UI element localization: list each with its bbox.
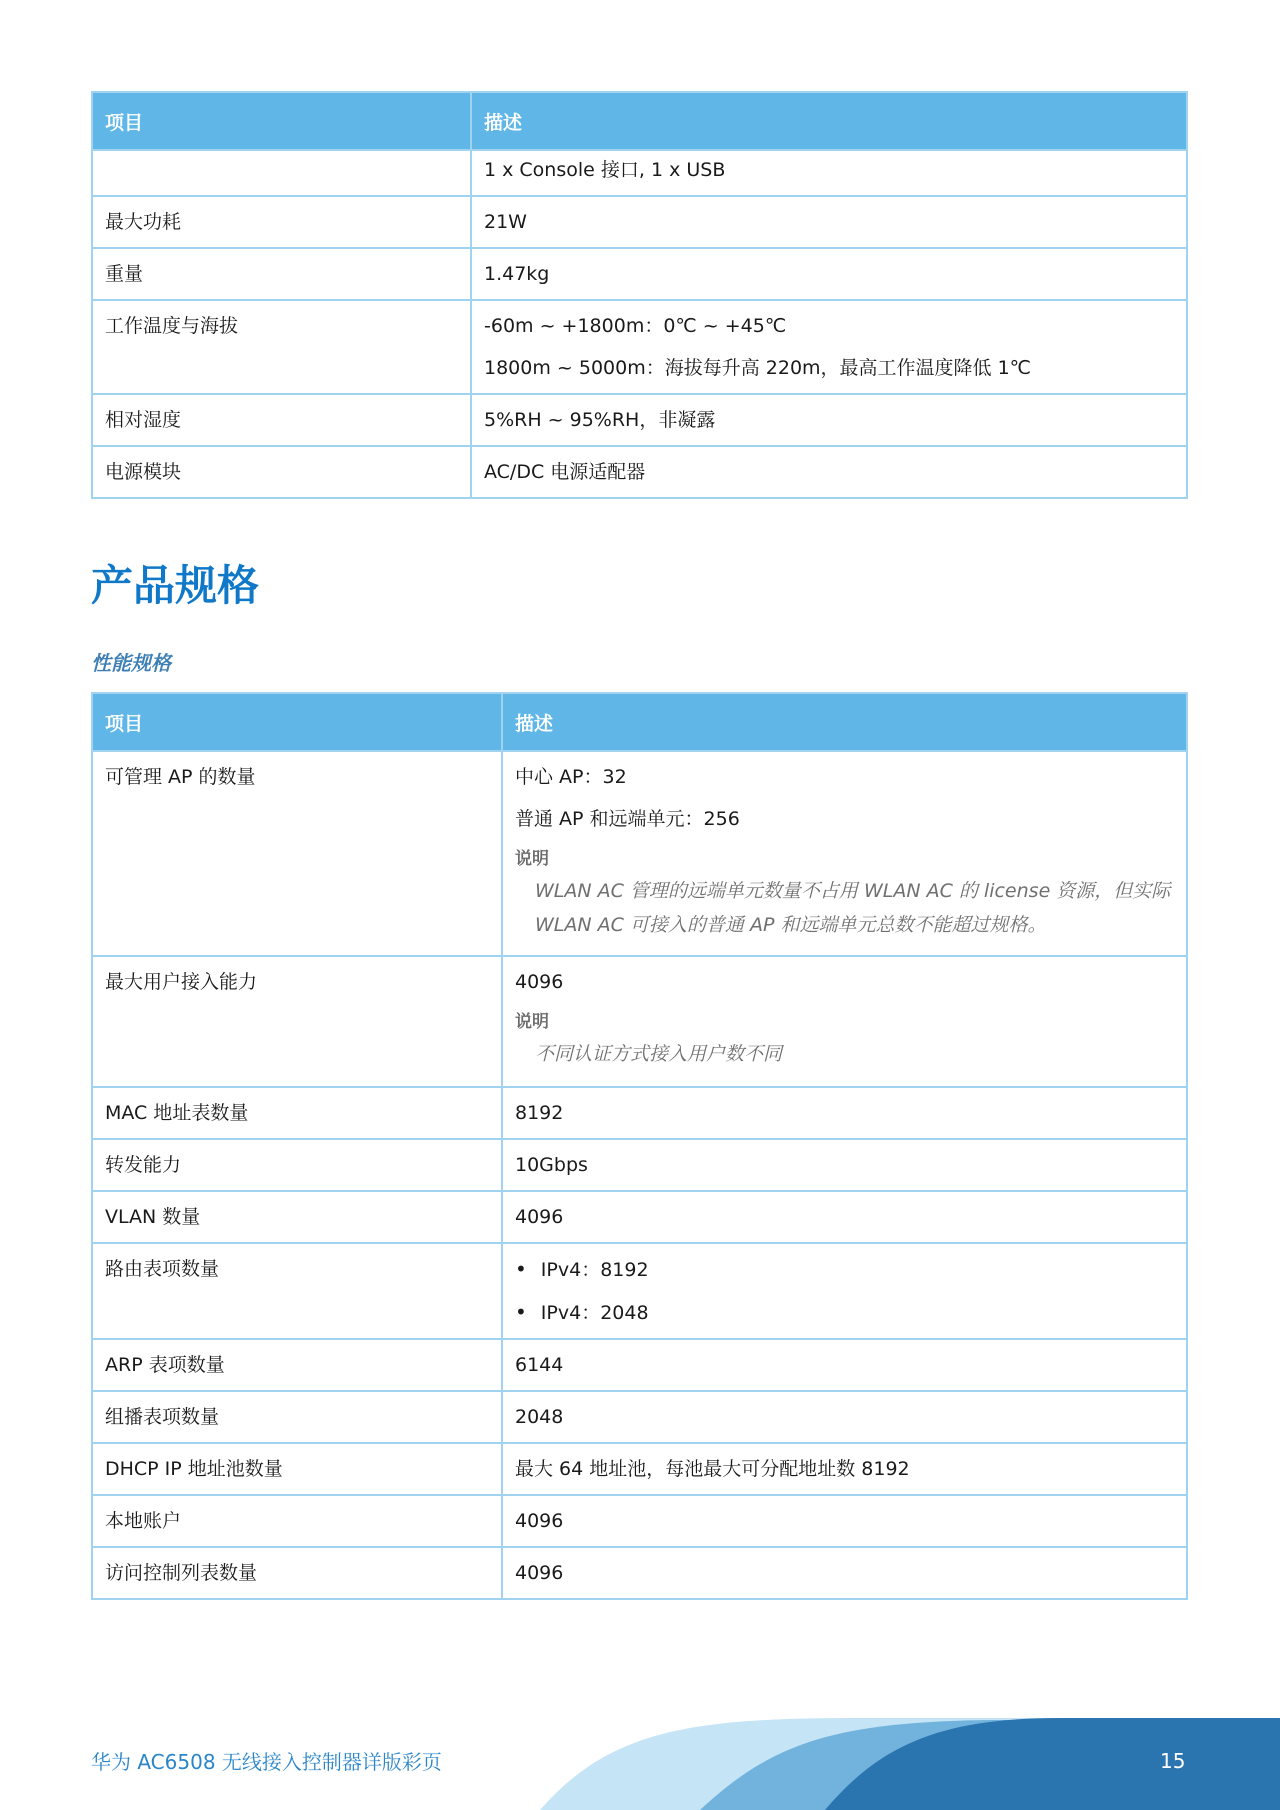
item-cell: 最大用户接入能力 (92, 956, 502, 1087)
description-text: AC/DC 电源适配器 (484, 461, 646, 483)
note-text: WLAN AC 管理的远端单元数量不占用 WLAN AC 的 license 资源，但实际 (535, 880, 1171, 902)
subsection-title: 性能规格 (91, 651, 171, 675)
column-header-item: 项目 (92, 693, 502, 751)
description-text: 4096 (515, 1510, 564, 1532)
column-header-item: 项目 (92, 92, 471, 150)
description-text: 4096 (515, 1206, 564, 1228)
item-cell: 可管理 AP 的数量 (92, 751, 502, 956)
description-text: 普通 AP 和远端单元：256 (515, 808, 740, 830)
item-cell: 重量 (92, 248, 471, 300)
description-text: 2048 (515, 1406, 564, 1428)
description-text: 4096 (515, 1562, 564, 1584)
item-cell: 访问控制列表数量 (92, 1547, 502, 1599)
description-text: 中心 AP：32 (515, 766, 627, 788)
column-header-description: 描述 (471, 92, 1187, 150)
bullet-item: • IPv4：8192 (515, 1254, 1174, 1285)
item-cell: ARP 表项数量 (92, 1339, 502, 1391)
item-cell: 路由表项数量 (92, 1243, 502, 1339)
description-text: 10Gbps (515, 1154, 588, 1176)
item-cell: 工作温度与海拔 (92, 300, 471, 394)
description-text: 5%RH ~ 95%RH，非凝露 (484, 409, 716, 431)
item-cell: 最大功耗 (92, 196, 471, 248)
description-text: 1800m ~ 5000m：海拔每升高 220m，最高工作温度降低 1℃ (484, 357, 1032, 379)
description-text: -60m ~ +1800m：0℃ ~ +45℃ (484, 315, 787, 337)
item-cell: DHCP IP 地址池数量 (92, 1443, 502, 1495)
note-text: 不同认证方式接入用户数不同 (535, 1043, 783, 1065)
item-cell: VLAN 数量 (92, 1191, 502, 1243)
description-text: 最大 64 地址池，每池最大可分配地址数 8192 (515, 1458, 910, 1480)
note-text: WLAN AC 可接入的普通 AP 和远端单元总数不能超过规格。 (535, 914, 1047, 936)
note-title: 说明 (515, 1012, 549, 1032)
item-cell: 本地账户 (92, 1495, 502, 1547)
item-cell: 电源模块 (92, 446, 471, 498)
description-text: 1.47kg (484, 263, 550, 285)
item-cell: 转发能力 (92, 1139, 502, 1191)
description-text: 21W (484, 211, 527, 233)
section-title: 产品规格 (91, 561, 260, 610)
item-cell: MAC 地址表数量 (92, 1087, 502, 1139)
column-header-description: 描述 (502, 693, 1187, 751)
description-text: 8192 (515, 1102, 564, 1124)
bullet-item: • IPv4：2048 (515, 1297, 1174, 1328)
page-number: 15 (1160, 1749, 1186, 1773)
item-cell: 组播表项数量 (92, 1391, 502, 1443)
footer-document-title: 华为 AC6508 无线接入控制器详版彩页 (91, 1750, 442, 1774)
item-cell: 相对湿度 (92, 394, 471, 446)
note-title: 说明 (515, 849, 549, 869)
description-text: 6144 (515, 1354, 564, 1376)
description-text: 4096 (515, 971, 564, 993)
description-text: 1 x Console 接口, 1 x USB (484, 159, 726, 181)
